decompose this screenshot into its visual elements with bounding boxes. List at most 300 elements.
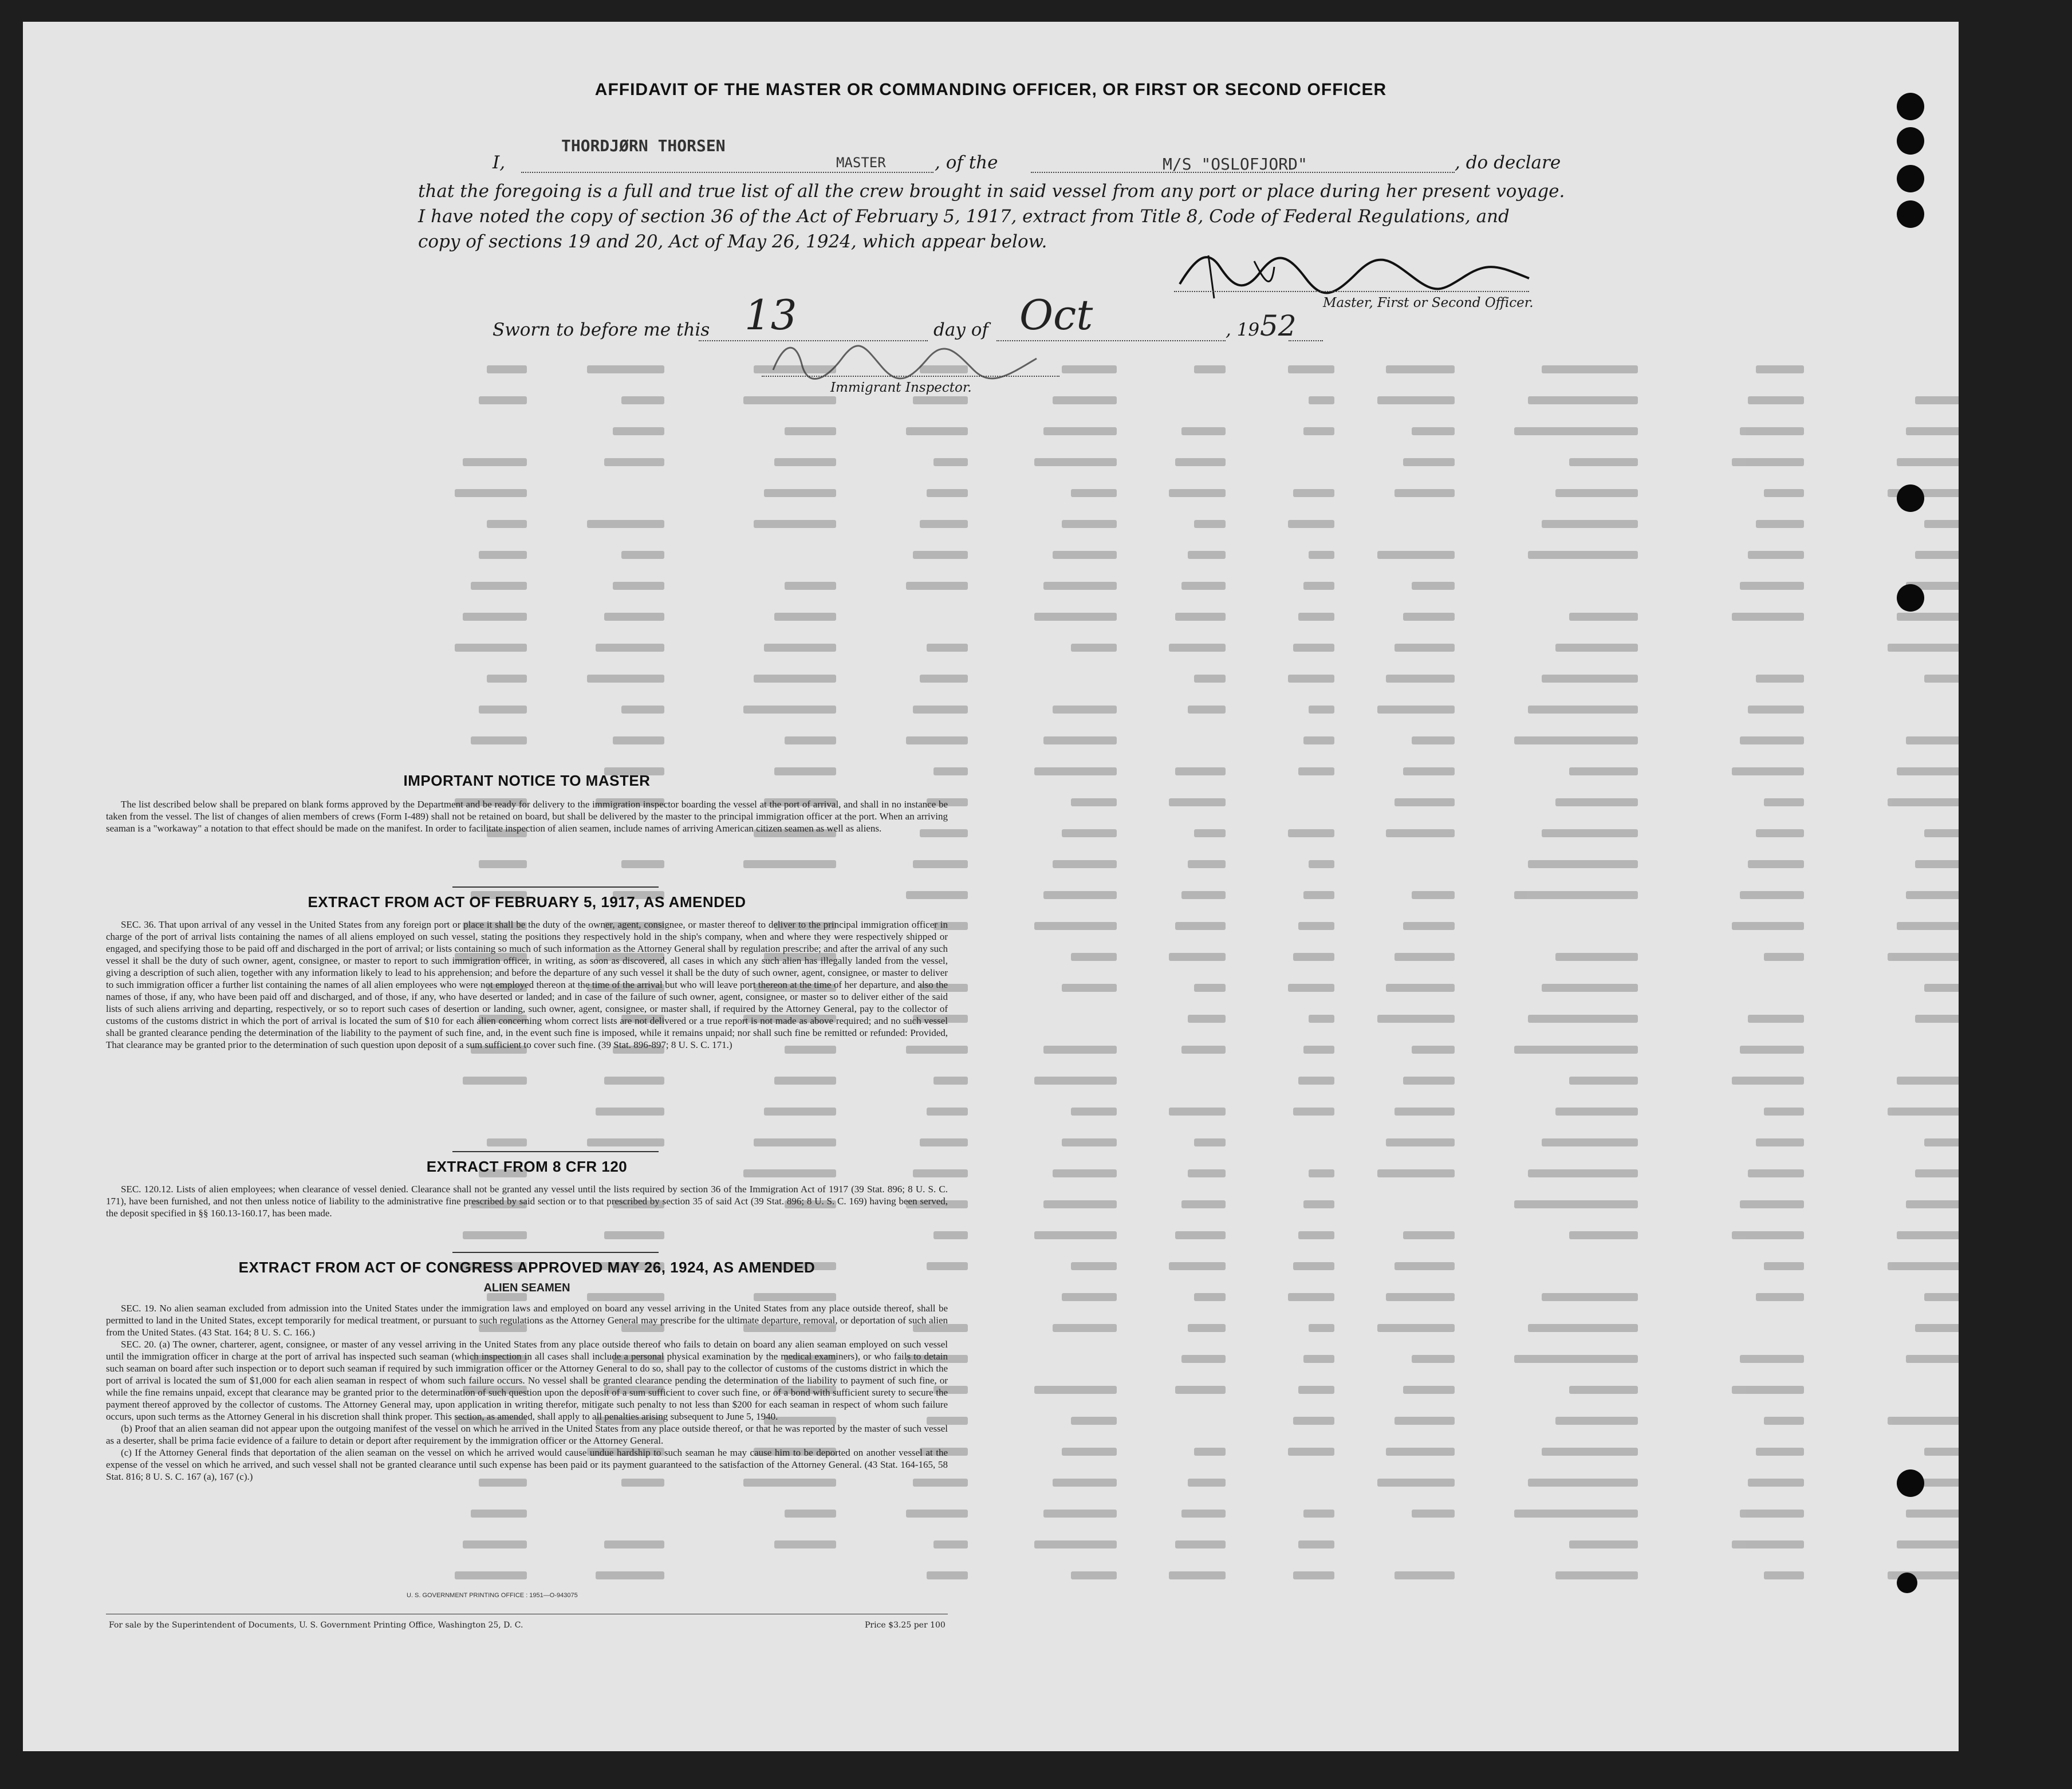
ghost-row xyxy=(344,539,1959,570)
binder-hole xyxy=(1897,584,1924,612)
ghost-mark xyxy=(1053,1479,1117,1487)
ghost-mark xyxy=(1293,1262,1334,1270)
ghost-mark xyxy=(487,1138,527,1146)
ghost-mark xyxy=(1915,1015,1959,1023)
ghost-mark xyxy=(1034,1540,1117,1548)
ghost-mark xyxy=(455,489,527,497)
ghost-mark xyxy=(479,551,527,559)
ghost-mark xyxy=(933,1540,968,1548)
ghost-row xyxy=(344,601,1959,632)
ghost-mark xyxy=(1071,1108,1117,1116)
ghost-mark xyxy=(463,1540,527,1548)
ghost-mark xyxy=(1071,489,1117,497)
ghost-mark xyxy=(1175,922,1226,930)
ghost-mark xyxy=(764,644,836,652)
ghost-mark xyxy=(1555,798,1638,806)
ghost-mark xyxy=(1298,1077,1334,1085)
ghost-mark xyxy=(1514,1200,1638,1208)
ghost-mark xyxy=(1034,1231,1117,1239)
ghost-mark xyxy=(587,365,664,373)
ghost-mark xyxy=(479,396,527,404)
ghost-mark xyxy=(1071,1417,1117,1425)
price-note: Price $3.25 per 100 xyxy=(865,1621,946,1630)
ghost-mark xyxy=(1403,613,1455,621)
ghost-mark xyxy=(1377,1015,1455,1023)
ghost-row xyxy=(344,1498,1959,1529)
ghost-mark xyxy=(1175,613,1226,621)
ghost-mark xyxy=(1756,1293,1804,1301)
ghost-mark xyxy=(906,582,968,590)
ghost-mark xyxy=(1514,1046,1638,1054)
ghost-mark xyxy=(1528,1015,1638,1023)
ghost-mark xyxy=(1053,1169,1117,1177)
ghost-mark xyxy=(1748,706,1804,714)
ghost-mark xyxy=(1194,365,1226,373)
ghost-mark xyxy=(1188,1324,1226,1332)
ghost-mark xyxy=(1288,829,1334,837)
ghost-mark xyxy=(1377,396,1455,404)
ghost-mark xyxy=(1756,829,1804,837)
ghost-mark xyxy=(785,1510,836,1518)
ghost-mark xyxy=(1309,1015,1334,1023)
declaration-do-declare: , do declare xyxy=(1455,152,1561,173)
ghost-mark xyxy=(1181,1355,1226,1363)
ghost-mark xyxy=(1043,736,1117,744)
ghost-mark xyxy=(1403,922,1455,930)
ghost-mark xyxy=(1309,860,1334,868)
binder-hole xyxy=(1897,93,1924,120)
year-prefix: , 19 xyxy=(1226,320,1260,340)
ghost-mark xyxy=(1412,1355,1455,1363)
ghost-mark xyxy=(1528,706,1638,714)
ghost-mark xyxy=(1542,675,1638,683)
ghost-mark xyxy=(471,582,527,590)
ghost-mark xyxy=(1764,953,1804,961)
ghost-mark xyxy=(1288,675,1334,683)
ghost-mark xyxy=(754,520,836,528)
ghost-mark xyxy=(1386,675,1455,683)
ghost-mark xyxy=(604,1540,664,1548)
ghost-mark xyxy=(1377,1169,1455,1177)
ghost-mark xyxy=(1756,520,1804,528)
extract-cfr-text: SEC. 120.12. Lists of alien employees; when clearance of vessel denied. Clearance shall not be granted any vessel until the lists required by section 36 of the Immigration Act of 1917 (39 Stat. 896; 8 U. S. C. 171), have been furnished, and not then unless notice of liability to the administrative fine prescribed by said section or to that prescribed by section 35 of said Act (39 Stat. 896; 8 U. S. C. 169) having been served, the deposit specified in §§ 160.13-160.17, has been made. xyxy=(106,1184,948,1219)
ghost-mark xyxy=(1555,953,1638,961)
ghost-mark xyxy=(1528,860,1638,868)
ghost-mark xyxy=(1924,984,1959,992)
ghost-mark xyxy=(479,706,527,714)
ghost-mark xyxy=(1569,767,1638,775)
ghost-mark xyxy=(1514,891,1638,899)
ghost-mark xyxy=(1528,1324,1638,1332)
ghost-mark xyxy=(471,1510,527,1518)
ghost-mark xyxy=(1288,984,1334,992)
ghost-mark xyxy=(1303,427,1334,435)
ghost-mark xyxy=(1169,489,1226,497)
document-page xyxy=(23,22,1959,1751)
ghost-mark xyxy=(933,1077,968,1085)
ghost-mark xyxy=(604,458,664,466)
ghost-mark xyxy=(455,1571,527,1579)
declaration-line-4: copy of sections 19 and 20, Act of May 26, 1924, which appear below. xyxy=(418,231,1047,252)
ghost-mark xyxy=(1169,1262,1226,1270)
ghost-mark xyxy=(1303,582,1334,590)
ghost-mark xyxy=(1732,458,1804,466)
ghost-mark xyxy=(1915,551,1959,559)
ghost-mark xyxy=(1053,860,1117,868)
ghost-mark xyxy=(1169,1571,1226,1579)
ghost-mark xyxy=(927,1108,968,1116)
ghost-mark xyxy=(906,427,968,435)
ghost-mark xyxy=(1062,1448,1117,1456)
ghost-mark xyxy=(1412,891,1455,899)
ghost-mark xyxy=(1764,1262,1804,1270)
ghost-mark xyxy=(1188,1479,1226,1487)
ghost-mark xyxy=(1555,1108,1638,1116)
ghost-mark xyxy=(1906,891,1959,899)
ghost-mark xyxy=(1514,736,1638,744)
ghost-mark xyxy=(1514,1355,1638,1363)
ghost-mark xyxy=(920,520,968,528)
ghost-mark xyxy=(1732,1386,1804,1394)
ghost-mark xyxy=(1386,1448,1455,1456)
ghost-mark xyxy=(1043,1046,1117,1054)
ghost-mark xyxy=(743,396,836,404)
ghost-mark xyxy=(1888,1262,1959,1270)
ghost-mark xyxy=(487,675,527,683)
signature-line xyxy=(1174,291,1529,292)
ghost-mark xyxy=(906,736,968,744)
ghost-mark xyxy=(1194,984,1226,992)
ghost-mark xyxy=(1756,365,1804,373)
ghost-mark xyxy=(1514,1510,1638,1518)
ghost-mark xyxy=(621,706,664,714)
ghost-mark xyxy=(743,706,836,714)
ghost-mark xyxy=(1740,736,1804,744)
ghost-mark xyxy=(1888,644,1959,652)
ghost-row xyxy=(344,1220,1959,1251)
ghost-mark xyxy=(1412,582,1455,590)
ghost-mark xyxy=(1906,1510,1959,1518)
ghost-mark xyxy=(1071,1262,1117,1270)
ghost-mark xyxy=(1298,1231,1334,1239)
ghost-mark xyxy=(1569,1077,1638,1085)
ghost-row xyxy=(344,1065,1959,1096)
ghost-mark xyxy=(463,458,527,466)
ghost-mark xyxy=(1194,1293,1226,1301)
ghost-mark xyxy=(1053,706,1117,714)
ghost-mark xyxy=(1293,644,1334,652)
ghost-mark xyxy=(1175,767,1226,775)
ghost-mark xyxy=(1288,520,1334,528)
ghost-mark xyxy=(1542,1448,1638,1456)
ghost-mark xyxy=(587,520,664,528)
ghost-mark xyxy=(1403,1386,1455,1394)
ghost-mark xyxy=(1194,675,1226,683)
ghost-mark xyxy=(1569,1386,1638,1394)
ghost-mark xyxy=(1395,798,1455,806)
notice-text: The list described below shall be prepared on blank forms approved by the Department and be ready for delivery to the immigration inspector boarding the vessel at the port of arrival, and shall in no instance be taken from the vessel. The list of changes of alien members of crews (Form I-489) shall not be retained on board, but shall be delivered by the master to the principal immigration officer at the port. When an arriving seaman is a "workaway" a notation to that effect should be made on the manifest. In order to facilitate inspection of alien seamen, include names of arriving American citizen seamen as well as aliens. xyxy=(106,799,948,834)
ghost-mark xyxy=(1740,1510,1804,1518)
ghost-mark xyxy=(463,1077,527,1085)
ghost-mark xyxy=(1906,427,1959,435)
ghost-mark xyxy=(1555,1571,1638,1579)
ghost-mark xyxy=(764,489,836,497)
ghost-mark xyxy=(1062,984,1117,992)
binder-hole xyxy=(1897,1573,1917,1593)
ghost-mark xyxy=(587,1138,664,1146)
ghost-mark xyxy=(1288,1448,1334,1456)
ghost-mark xyxy=(1569,458,1638,466)
ghost-mark xyxy=(1764,1417,1804,1425)
ghost-mark xyxy=(613,427,664,435)
ghost-mark xyxy=(1293,1571,1334,1579)
ghost-mark xyxy=(455,644,527,652)
ghost-mark xyxy=(1732,1077,1804,1085)
ghost-mark xyxy=(1555,489,1638,497)
ghost-mark xyxy=(1298,922,1334,930)
ghost-mark xyxy=(463,613,527,621)
ghost-mark xyxy=(1303,891,1334,899)
ghost-mark xyxy=(1569,613,1638,621)
extract-1924-heading: EXTRACT FROM ACT OF CONGRESS APPROVED MAY 26, 1924, AS AMENDED xyxy=(238,1259,816,1276)
ghost-mark xyxy=(1034,458,1117,466)
ghost-mark xyxy=(1915,396,1959,404)
extract-1917-heading: EXTRACT FROM ACT OF FEBRUARY 5, 1917, AS AMENDED xyxy=(308,893,746,911)
ghost-mark xyxy=(1395,953,1455,961)
ghost-mark xyxy=(1740,1046,1804,1054)
ghost-row xyxy=(344,632,1959,663)
ghost-mark xyxy=(487,520,527,528)
ghost-mark xyxy=(913,860,968,868)
alien-seamen-subheading: ALIEN SEAMEN xyxy=(483,1282,570,1294)
declaration-line-3: I have noted the copy of section 36 of the Act of February 5, 1917, extract from Title 8, Code of Federal Regulations, and xyxy=(418,206,1510,227)
ghost-mark xyxy=(1924,1138,1959,1146)
ghost-mark xyxy=(1764,489,1804,497)
ghost-mark xyxy=(1053,551,1117,559)
ghost-mark xyxy=(1756,1138,1804,1146)
ghost-mark xyxy=(906,1510,968,1518)
ghost-mark xyxy=(1377,551,1455,559)
ghost-mark xyxy=(1528,396,1638,404)
ghost-mark xyxy=(1386,829,1455,837)
ghost-mark xyxy=(1181,1200,1226,1208)
ghost-mark xyxy=(1309,1169,1334,1177)
ghost-mark xyxy=(1756,1448,1804,1456)
ghost-mark xyxy=(1764,1571,1804,1579)
gpo-imprint: U. S. GOVERNMENT PRINTING OFFICE : 1951—O-943075 xyxy=(407,1592,578,1599)
ghost-mark xyxy=(1043,1200,1117,1208)
ghost-mark xyxy=(604,1231,664,1239)
ghost-mark xyxy=(1175,1386,1226,1394)
ghost-mark xyxy=(933,1231,968,1239)
ghost-mark xyxy=(1062,829,1117,837)
ghost-mark xyxy=(1740,1355,1804,1363)
extract-1917-text: SEC. 36. That upon arrival of any vessel in the United States from any foreign port or place it shall be the duty of the owner, agent, consignee, or master thereof to deliver to the principal immigration officer in charge of the port of arrival lists containing the names of all aliens employed on such vessel, stating the positions they respectively hold in the ship's company, when and where they were respectively shipped or engaged, and specifying those to be paid off and discharged in the port of arrival; or lists containing so much of such information as the Attorney General shall by regulation prescribe; and after the arrival of any such vessel it shall be the duty of such owner, agent, consignee, or master to report to such immigration officer, in writing, as soon as discovered, all cases in which any such alien has illegally landed from the vessel, giving a description of such alien, together with any information likely to lead to his apprehension; and before the departure of any such vessel it shall be the duty of such owner, agent, consignee, or master to deliver to such immigration officer a further list containing the names of all alien employees who were not employed thereon at the time of the arrival but who will leave port thereon at the time of her departure, and also the names of those, if any, who have been paid off and discharged, and of those, if any, who have deserted or landed; and in case of the failure of such owner, agent, consignee, or master so to deliver either of the said lists of such aliens arriving and departing, respectively, or so to report such cases of desertion or landing, such owner, agent, consignee, or master shall, if required by the Attorney General, pay to the collector of customs of the customs district in which the port of arrival is located the sum of $10 for each alien concerning whom correct lists are not delivered or a true report is not made as above required; and no such vessel shall be granted clearance pending the determination of the liability to the payment of such fine, and, in the event such fine is imposed, while it remains unpaid; nor shall such fine be remitted or refunded: Provided, That clearance may be granted prior to the determination of such question upon deposit of a sum sufficient to cover such fine. (39 Stat. 896-897; 8 U. S. C. 171.) xyxy=(106,919,948,1050)
ghost-mark xyxy=(1377,1324,1455,1332)
ghost-mark xyxy=(613,736,664,744)
ghost-row xyxy=(344,849,1959,880)
ghost-mark xyxy=(1888,798,1959,806)
ghost-mark xyxy=(1748,396,1804,404)
ghost-mark xyxy=(1542,1138,1638,1146)
ghost-mark xyxy=(1924,1448,1959,1456)
ghost-mark xyxy=(1169,798,1226,806)
ghost-mark xyxy=(1034,767,1117,775)
ghost-mark xyxy=(1194,520,1226,528)
extract-cfr-heading: EXTRACT FROM 8 CFR 120 xyxy=(426,1158,628,1175)
ghost-mark xyxy=(1194,1138,1226,1146)
inspector-line xyxy=(762,376,1059,377)
ghost-mark xyxy=(1395,1571,1455,1579)
extract-1924-text: SEC. 19. No alien seaman excluded from admission into the United States under the immigration laws and employed on board any vessel arriving in the United States from any place outside thereof, shall be permitted to land in the United States, except temporarily for medical treatment, or pursuant to such regulations as the Attorney General may prescribe for the ultimate departure, removal, or deportation of such alien from the United States. (43 Stat. 164; 8 U. S. C. 166.) SEC. 20. (a) The owner, charterer, agent, consignee, or master of any vessel arriving in the United States from any place outside thereof who fails to detain on board any alien seaman employed on such vessel until the immigration officer in charge at the port of arrival has inspected such seaman (which inspection in all cases shall include a personal physical examination by the medical examiners), or who fails to detain such seaman on board after such inspection or to deport such seaman if required by such immigration officer or the Attorney General to do so, shall pay to the collector of customs of the customs district in which the port of arrival is located the sum of $1,000 for each alien seaman in respect of whom such failure occurs. No vessel shall be granted clearance pending the determination of the liability to payment of such fine, or while the fine remains unpaid, except that clearance may be granted prior to the determination of such question upon the deposit of a sum sufficient to cover such fine, or of a bond with sufficient surety to secure the payment thereof approved by the collector of customs. The Attorney General may, upon application in writing therefor, mitigate such penalty to not less than $200 for each seaman in respect of whom such failure occurs, upon such terms as the Attorney General in his discretion shall think proper. This section, as amended, shall apply to all penalties arising subsequent to June 5, 1940. (b) Proof that an alien seaman did not appear upon the outgoing manifest of the vessel on which he arrived in the United States from any place outside thereof, or that he was reported by the master of such vessel as a deserter, shall be prima facie evidence of a failure to detain or deport after requirement by the immigration officer or the Attorney General. (c) If the Attorney General finds that deportation of the alien seaman on the vessel on which he arrived would cause undue hardship to such seaman he may cause him to be deported on another vessel at the expense of the vessel on which he arrived, and such vessel shall not be granted clearance until such expense has been paid or its payment guaranteed to the satisfaction of the Attorney General. (43 Stat. 164-165, 58 Stat. 816; 8 U. S. C. 167 (a), 167 (c).) xyxy=(106,1303,948,1482)
ghost-mark xyxy=(764,1108,836,1116)
ghost-row xyxy=(344,416,1959,447)
ghost-mark xyxy=(1888,1417,1959,1425)
ghost-mark xyxy=(1555,1417,1638,1425)
ghost-mark xyxy=(1897,767,1959,775)
ghost-mark xyxy=(1906,736,1959,744)
ghost-mark xyxy=(1412,1046,1455,1054)
sworn-day: 13 xyxy=(744,291,797,339)
ghost-mark xyxy=(1298,1540,1334,1548)
ghost-mark xyxy=(1034,922,1117,930)
ghost-row xyxy=(344,570,1959,601)
ghost-mark xyxy=(1732,613,1804,621)
ghost-mark xyxy=(774,1077,836,1085)
ghost-mark xyxy=(1897,1077,1959,1085)
ghost-mark xyxy=(1732,767,1804,775)
ghost-mark xyxy=(587,675,664,683)
ghost-mark xyxy=(1924,675,1959,683)
ghost-mark xyxy=(785,582,836,590)
inspector-caption: Immigrant Inspector. xyxy=(830,380,972,395)
master-name-line xyxy=(521,172,933,173)
divider-2 xyxy=(452,1151,659,1152)
ghost-mark xyxy=(920,1138,968,1146)
ghost-mark xyxy=(927,1571,968,1579)
ghost-mark xyxy=(1897,922,1959,930)
ghost-mark xyxy=(1542,1293,1638,1301)
ghost-mark xyxy=(1897,613,1959,621)
ghost-mark xyxy=(1386,984,1455,992)
ghost-mark xyxy=(920,675,968,683)
ghost-mark xyxy=(1188,860,1226,868)
ghost-mark xyxy=(1188,1015,1226,1023)
ghost-row xyxy=(344,478,1959,509)
ghost-mark xyxy=(785,736,836,744)
ghost-mark xyxy=(1915,1169,1959,1177)
ghost-mark xyxy=(1748,1169,1804,1177)
ghost-mark xyxy=(621,551,664,559)
ghost-mark xyxy=(1175,1540,1226,1548)
ghost-mark xyxy=(1377,706,1455,714)
ghost-mark xyxy=(1298,1386,1334,1394)
binder-hole xyxy=(1897,1469,1924,1497)
divider-3 xyxy=(452,1252,659,1253)
ghost-mark xyxy=(1756,675,1804,683)
ghost-mark xyxy=(1395,644,1455,652)
ghost-mark xyxy=(1528,551,1638,559)
ghost-mark xyxy=(596,1571,664,1579)
signature-caption: Master, First or Second Officer. xyxy=(1323,295,1534,310)
ghost-mark xyxy=(1395,1262,1455,1270)
ghost-mark xyxy=(621,396,664,404)
ghost-mark xyxy=(1403,767,1455,775)
binder-hole xyxy=(1897,200,1924,228)
ghost-mark xyxy=(1542,829,1638,837)
ghost-mark xyxy=(1293,1108,1334,1116)
affidavit-title: AFFIDAVIT OF THE MASTER OR COMMANDING OFFICER, OR FIRST OR SECOND OFFICER xyxy=(594,80,1387,99)
day-of-label: day of xyxy=(933,320,988,340)
ghost-mark xyxy=(1732,1540,1804,1548)
ghost-mark xyxy=(1169,1108,1226,1116)
ghost-mark xyxy=(1293,953,1334,961)
ghost-mark xyxy=(1386,1138,1455,1146)
ghost-mark xyxy=(1194,1448,1226,1456)
binder-hole xyxy=(1897,127,1924,155)
ghost-mark xyxy=(1293,1417,1334,1425)
ghost-row xyxy=(344,1529,1959,1560)
ghost-row xyxy=(344,354,1959,385)
ghost-mark xyxy=(1071,644,1117,652)
ghost-mark xyxy=(1188,706,1226,714)
ghost-mark xyxy=(1412,736,1455,744)
ghost-mark xyxy=(1924,1293,1959,1301)
ghost-mark xyxy=(479,860,527,868)
ghost-mark xyxy=(1034,1077,1117,1085)
ghost-row xyxy=(344,385,1959,416)
ghost-mark xyxy=(1062,365,1117,373)
ghost-mark xyxy=(1169,644,1226,652)
ghost-mark xyxy=(1403,1231,1455,1239)
master-rank: MASTER xyxy=(836,155,886,171)
ghost-mark xyxy=(1293,489,1334,497)
ghost-mark xyxy=(1181,891,1226,899)
ghost-row xyxy=(344,725,1959,756)
ghost-mark xyxy=(1181,1510,1226,1518)
ghost-mark xyxy=(1915,1324,1959,1332)
ghost-mark xyxy=(1748,860,1804,868)
ghost-mark xyxy=(927,489,968,497)
ghost-mark xyxy=(1303,736,1334,744)
ghost-mark xyxy=(1395,1417,1455,1425)
master-name: THORDJØRN THORSEN xyxy=(561,136,726,155)
ghost-mark xyxy=(774,1540,836,1548)
ghost-mark xyxy=(613,582,664,590)
ghost-mark xyxy=(1062,520,1117,528)
ghost-mark xyxy=(1175,458,1226,466)
ghost-mark xyxy=(1412,1510,1455,1518)
ghost-mark xyxy=(1194,829,1226,837)
ghost-mark xyxy=(1053,1324,1117,1332)
ghost-mark xyxy=(1071,798,1117,806)
ghost-mark xyxy=(1188,1169,1226,1177)
ghost-mark xyxy=(1897,1231,1959,1239)
ghost-mark xyxy=(1386,1293,1455,1301)
ghost-row xyxy=(344,1096,1959,1127)
ghost-mark xyxy=(913,551,968,559)
ghost-mark xyxy=(1906,1355,1959,1363)
ghost-mark xyxy=(1034,613,1117,621)
ghost-mark xyxy=(1528,1479,1638,1487)
year-line xyxy=(1289,340,1323,341)
ghost-mark xyxy=(1764,1108,1804,1116)
ghost-mark xyxy=(913,396,968,404)
ghost-mark xyxy=(1542,520,1638,528)
ghost-mark xyxy=(1303,1046,1334,1054)
ghost-mark xyxy=(1298,613,1334,621)
ghost-mark xyxy=(1915,860,1959,868)
